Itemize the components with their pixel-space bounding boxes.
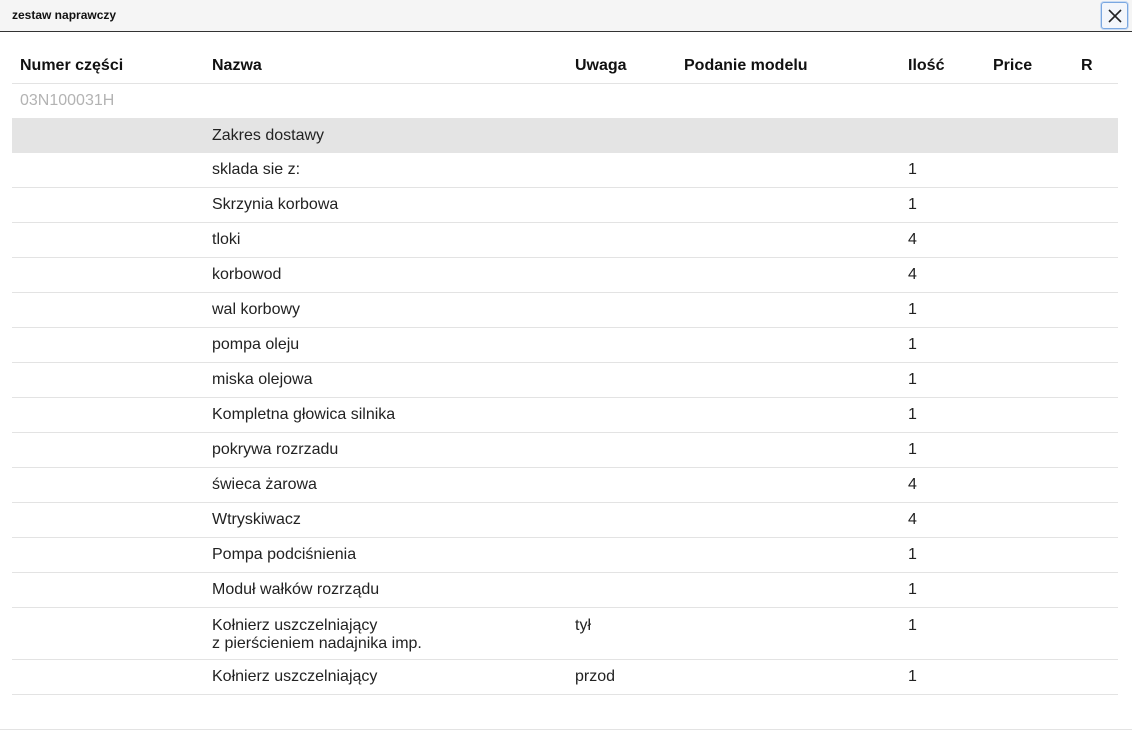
cell-part-number [12, 573, 204, 608]
cell-remark [567, 538, 676, 573]
cell-part-number [12, 363, 204, 398]
part-number: 03N100031H [20, 92, 115, 109]
table-row[interactable] [12, 573, 1118, 608]
cell-remark [567, 398, 676, 433]
cell-price [985, 660, 1073, 695]
cell-r [1073, 398, 1118, 433]
cell-quantity: 1 [900, 328, 985, 363]
cell-name: tloki [204, 223, 567, 258]
cell-name: Skrzynia korbowa [204, 188, 567, 223]
cell-remark: przod [567, 660, 676, 695]
header-r[interactable]: R [1073, 49, 1118, 84]
table-row[interactable] [12, 223, 1118, 258]
cell-model [676, 503, 900, 538]
cell-remark [567, 153, 676, 188]
dialog-title: zestaw naprawczy [12, 8, 117, 22]
table-row[interactable] [12, 398, 1118, 433]
cell-price [985, 223, 1073, 258]
cell-remark [567, 223, 676, 258]
cell-model [676, 660, 900, 695]
table-row[interactable] [12, 328, 1118, 363]
cell-price [985, 188, 1073, 223]
table-row[interactable] [12, 293, 1118, 328]
cell-r [1073, 258, 1118, 293]
cell-name: miska olejowa [204, 363, 567, 398]
cell-quantity: 1 [900, 660, 985, 695]
cell-remark: tył [567, 608, 676, 660]
cell-name: Kompletna głowica silnika [204, 398, 567, 433]
cell-model [676, 188, 900, 223]
cell-price [985, 328, 1073, 363]
part-number-row [12, 84, 1118, 119]
header-name[interactable]: Nazwa [204, 49, 567, 84]
parts-table-container [12, 49, 1118, 695]
cell-r [1073, 153, 1118, 188]
cell-remark [567, 468, 676, 503]
cell-r [1073, 538, 1118, 573]
table-row[interactable] [12, 660, 1118, 695]
cell-part-number [12, 660, 204, 695]
group-label: Zakres dostawy [204, 118, 567, 153]
cell-quantity: 1 [900, 293, 985, 328]
cell-quantity: 1 [900, 153, 985, 188]
table-row[interactable] [12, 153, 1118, 188]
cell-model [676, 608, 900, 660]
cell-part-number [12, 538, 204, 573]
parts-table [12, 49, 1118, 695]
cell-name [204, 608, 567, 660]
cell-remark [567, 503, 676, 538]
cell-quantity: 4 [900, 258, 985, 293]
table-row[interactable] [12, 258, 1118, 293]
close-icon [1108, 9, 1122, 23]
cell-name: Kołnierz uszczelniający [204, 660, 567, 695]
cell-r [1073, 608, 1118, 660]
table-row[interactable] [12, 468, 1118, 503]
cell-remark [567, 328, 676, 363]
header-model[interactable]: Podanie modelu [676, 49, 900, 84]
cell-quantity: 1 [900, 398, 985, 433]
cell-r [1073, 223, 1118, 258]
cell-part-number [12, 433, 204, 468]
table-row[interactable] [12, 363, 1118, 398]
cell-name: pokrywa rozrzadu [204, 433, 567, 468]
cell-model [676, 258, 900, 293]
cell-r [1073, 573, 1118, 608]
cell-model [676, 293, 900, 328]
cell-model [676, 468, 900, 503]
cell-price [985, 293, 1073, 328]
cell-model [676, 573, 900, 608]
cell-r [1073, 433, 1118, 468]
header-part-number[interactable]: Numer części [12, 49, 204, 84]
cell-quantity: 1 [900, 608, 985, 660]
cell-price [985, 153, 1073, 188]
cell-name: korbowod [204, 258, 567, 293]
cell-name: Moduł wałków rozrządu [204, 573, 567, 608]
cell-part-number [12, 258, 204, 293]
cell-model [676, 153, 900, 188]
cell-part-number [12, 503, 204, 538]
cell-r [1073, 660, 1118, 695]
cell-quantity: 1 [900, 538, 985, 573]
cell-r [1073, 363, 1118, 398]
cell-remark [567, 573, 676, 608]
cell-r [1073, 503, 1118, 538]
cell-quantity: 4 [900, 503, 985, 538]
cell-remark [567, 258, 676, 293]
header-remark[interactable]: Uwaga [567, 49, 676, 84]
cell-part-number [12, 328, 204, 363]
cell-r [1073, 468, 1118, 503]
dialog-titlebar [0, 0, 1132, 32]
cell-name: świeca żarowa [204, 468, 567, 503]
cell-part-number [12, 608, 204, 660]
cell-price [985, 468, 1073, 503]
header-price[interactable]: Price [985, 49, 1073, 84]
cell-price [985, 503, 1073, 538]
table-row[interactable] [12, 503, 1118, 538]
group-row [12, 118, 1118, 153]
item-name-line: z pierścieniem nadajnika imp. [212, 635, 422, 652]
cell-model [676, 223, 900, 258]
cell-price [985, 258, 1073, 293]
table-row[interactable] [12, 538, 1118, 573]
cell-quantity: 1 [900, 188, 985, 223]
cell-model [676, 328, 900, 363]
cell-price [985, 398, 1073, 433]
header-quantity[interactable]: Ilość [900, 49, 985, 84]
cell-r [1073, 188, 1118, 223]
cell-model [676, 398, 900, 433]
cell-price [985, 573, 1073, 608]
cell-name: wal korbowy [204, 293, 567, 328]
table-row[interactable] [12, 433, 1118, 468]
cell-name: Pompa podciśnienia [204, 538, 567, 573]
cell-model [676, 538, 900, 573]
cell-part-number [12, 153, 204, 188]
cell-part-number [12, 293, 204, 328]
cell-remark [567, 188, 676, 223]
cell-quantity: 4 [900, 223, 985, 258]
cell-remark [567, 363, 676, 398]
cell-part-number [12, 188, 204, 223]
cell-quantity: 1 [900, 573, 985, 608]
cell-remark [567, 293, 676, 328]
table-header-row [12, 49, 1118, 84]
bottom-divider [0, 729, 1132, 730]
item-name-line: Kołnierz uszczelniający [212, 617, 378, 634]
table-row[interactable] [12, 188, 1118, 223]
cell-price [985, 433, 1073, 468]
cell-quantity: 4 [900, 468, 985, 503]
cell-quantity: 1 [900, 433, 985, 468]
cell-price [985, 363, 1073, 398]
cell-part-number [12, 468, 204, 503]
table-row[interactable] [12, 608, 1118, 660]
cell-r [1073, 293, 1118, 328]
cell-remark [567, 433, 676, 468]
cell-price [985, 538, 1073, 573]
close-button[interactable] [1101, 2, 1128, 29]
cell-r [1073, 328, 1118, 363]
cell-quantity: 1 [900, 363, 985, 398]
cell-part-number [12, 398, 204, 433]
cell-name: Wtryskiwacz [204, 503, 567, 538]
cell-price [985, 608, 1073, 660]
cell-model [676, 433, 900, 468]
cell-part-number [12, 223, 204, 258]
cell-model [676, 363, 900, 398]
cell-name: pompa oleju [204, 328, 567, 363]
cell-name: sklada sie z: [204, 153, 567, 188]
